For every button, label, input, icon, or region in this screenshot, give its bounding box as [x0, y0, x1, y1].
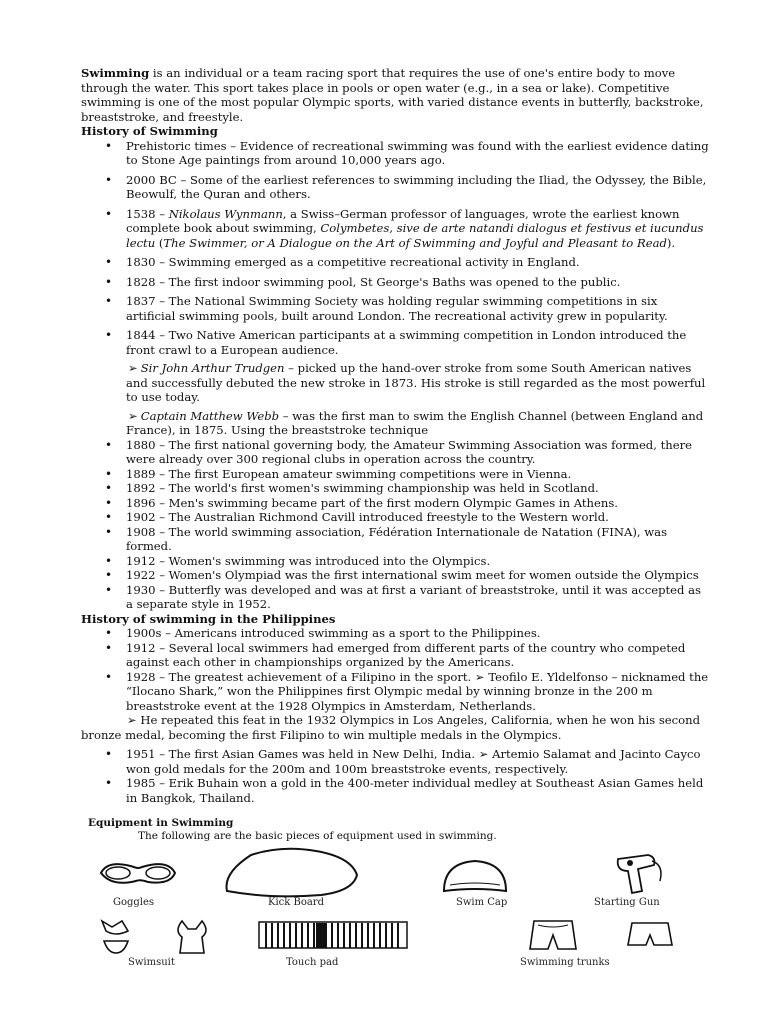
intro-paragraph: Swimming is an individual or a team racing sport that requires the use of one's entire body to move through the water. This sport takes place in pools or open water (e.g., in a sea or lake). Competitive swimming is one of the most popular Olympic sports, with varied distance events in butterfly, backstroke, breaststroke, and freestyle.	[81, 66, 704, 124]
philippines-continuation: ➢ He repeated this feat in the 1932 Olympics in Los Angeles, California, when he won his second bronze medal, becoming the first Filipino to win multiple medals in the Olympics.	[81, 713, 701, 742]
intro-term: Swimming	[81, 66, 150, 80]
kickboard-label: Kick Board	[268, 897, 325, 908]
document-body	[81, 66, 709, 805]
starting-gun-label: Starting Gun	[594, 897, 660, 908]
history-heading: History of Swimming	[81, 124, 218, 138]
list-item: • 1985 – Erik Buhain won a gold in the 400-meter individual medley at Southeast Asian Games held in Bangkok, Thailand.	[126, 776, 709, 805]
goggles-icon	[98, 855, 178, 895]
list-item: • 1844 – Two Native American participants at a swimming competition in London introduced the front crawl to a European audience. ➢ Sir John Arthur Trudgen – picked up the hand-over stroke from some South American natives and successfully debuted the new stroke in 1873. His stroke is still regarded as the most powerful to use today. ➢ Captain Matthew Webb – was the first man to swim the English Channel (between England and France), in 1875. Using the breaststroke technique	[126, 328, 709, 438]
list-item: • 1908 – The world swimming association, Fédération Internationale de Natation (FINA), was formed.	[126, 525, 709, 554]
swimsuit-icon	[98, 917, 218, 957]
swim-cap-icon	[440, 857, 510, 895]
philippines-list-2	[81, 747, 709, 805]
equipment-subtitle: The following are the basic pieces of equipment used in swimming.	[138, 830, 497, 842]
list-item: • 1912 – Several local swimmers had emerged from different parts of the country who competed against each other in championships organized by the Americans.	[126, 641, 709, 670]
starting-gun-icon	[608, 851, 668, 897]
list-item: • 1922 – Women's Olympiad was the first international swim meet for women outside the Olympics	[126, 568, 709, 583]
list-item: • 1912 – Women's swimming was introduced into the Olympics.	[126, 554, 709, 569]
list-item: • 1880 – The first national governing body, the Amateur Swimming Association was formed, there were already over 300 regional clubs in operation across the country.	[126, 438, 709, 467]
touch-pad-label: Touch pad	[286, 957, 339, 968]
equipment-title: Equipment in Swimming	[88, 817, 234, 829]
list-item: • 1902 – The Australian Richmond Cavill introduced freestyle to the Western world.	[126, 510, 709, 525]
swimsuit-label: Swimsuit	[128, 957, 175, 968]
list-item: • 1889 – The first European amateur swimming competitions were in Vienna.	[126, 467, 709, 482]
kickboard-icon	[221, 845, 361, 899]
philippines-heading: History of swimming in the Philippines	[81, 611, 336, 626]
touch-pad-icon	[258, 921, 408, 951]
list-item: • 1928 – The greatest achievement of a Filipino in the sport. ➢ Teofilo E. Yldelfonso – nicknamed the “Ilocano Shark,” won the Philippines first Olympic medal by winning bronze in the 200 m breaststroke event at the 1928 Olympics in Amsterdam, Netherlands.	[126, 670, 709, 714]
list-item: • 1930 – Butterfly was developed and was at first a variant of breaststroke, until it was accepted as a separate style in 1952.	[126, 583, 709, 612]
list-item: • 1538 – Nikolaus Wynmann, a Swiss–German professor of languages, wrote the earliest known complete book about swimming, Colymbetes, sive de arte natandi dialogus et festivus et iucundus lectu (The Swimmer, or A Dialogue on the Art of Swimming and Joyful and Pleasant to Read).	[126, 207, 709, 251]
swimming-trunks-label: Swimming trunks	[520, 957, 610, 968]
list-item: • 1951 – The first Asian Games was held in New Delhi, India. ➢ Artemio Salamat and Jacinto Cayco won gold medals for the 200m and 100m breaststroke events, respectively.	[126, 747, 709, 776]
swimming-trunks-icon	[528, 919, 678, 953]
list-item: • 1837 – The National Swimming Society was holding regular swimming competitions in six artificial swimming pools, built around London. The recreational activity grew in popularity.	[126, 294, 709, 323]
list-item: • 1896 – Men's swimming became part of the first modern Olympic Games in Athens.	[126, 496, 709, 511]
history-list	[81, 139, 709, 612]
swim-cap-label: Swim Cap	[456, 897, 508, 908]
list-item: • 1900s – Americans introduced swimming as a sport to the Philippines.	[126, 626, 709, 641]
trudgen-note: ➢ Sir John Arthur Trudgen – picked up the hand-over stroke from some South American natives and successfully debuted the new stroke in 1873. His stroke is still regarded as the most powerful to use today.	[126, 361, 706, 404]
philippines-list	[81, 626, 709, 713]
list-item: • Prehistoric times – Evidence of recreational swimming was found with the earliest evidence dating to Stone Age paintings from around 10,000 years ago.	[126, 139, 709, 168]
webb-note: ➢ Captain Matthew Webb – was the first man to swim the English Channel (between England and France), in 1875. Using the breaststroke technique	[126, 408, 704, 437]
list-item: • 1830 – Swimming emerged as a competitive recreational activity in England.	[126, 255, 709, 270]
list-item: • 1828 – The first indoor swimming pool, St George's Baths was opened to the public.	[126, 275, 709, 290]
list-item: • 2000 BC – Some of the earliest references to swimming including the Iliad, the Odyssey, the Bible, Beowulf, the Quran and others.	[126, 173, 709, 202]
equipment-figure	[88, 817, 678, 967]
list-item: • 1892 – The world's first women's swimming championship was held in Scotland.	[126, 481, 709, 496]
goggles-label: Goggles	[113, 897, 155, 908]
